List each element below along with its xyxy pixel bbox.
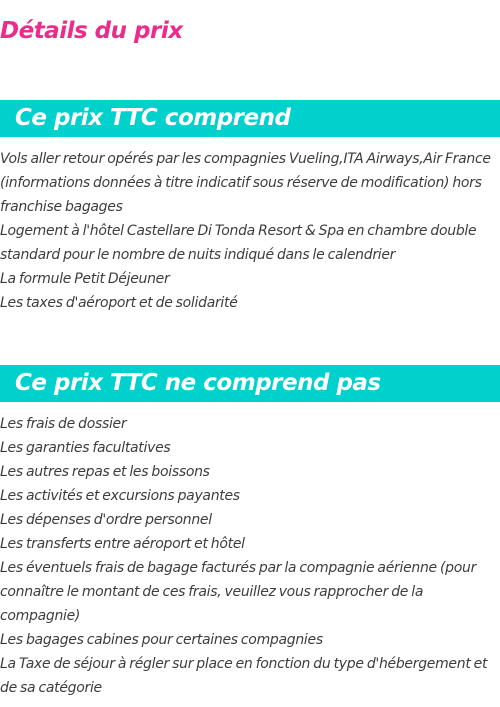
excludes-item: Les frais de dossier	[0, 416, 127, 432]
excludes-section-title: Ce prix TTC ne comprend pas	[15, 370, 381, 396]
excludes-item: Les éventuels frais de bagage facturés par la compagnie aérienne (pour connaître le montant de ces frais, veuillez vous rapprocher de la compagnie)	[0, 560, 477, 624]
includes-item: Logement à l'hôtel Castellare Di Tonda Resort & Spa en chambre double standard pour le nombre de nuits indiqué dans le calendrier	[0, 223, 477, 263]
excludes-item: Les autres repas et les boissons	[0, 464, 210, 480]
includes-list	[0, 147, 500, 315]
includes-item: Les taxes d'aéroport et de solidarité	[0, 295, 238, 311]
excludes-item: Les bagages cabines pour certaines compagnies	[0, 632, 323, 648]
page-title: Détails du prix	[0, 18, 183, 44]
excludes-item: Les dépenses d'ordre personnel	[0, 512, 212, 528]
excludes-item: Les transferts entre aéroport et hôtel	[0, 536, 245, 552]
excludes-item: Les garanties facultatives	[0, 440, 171, 456]
includes-section-header	[0, 100, 500, 137]
excludes-section-header	[0, 365, 500, 402]
excludes-list	[0, 412, 500, 700]
includes-item: Vols aller retour opérés par les compagnies Vueling,ITA Airways,Air France (informations données à titre indicatif sous réserve de modification) hors franchise bagages	[0, 151, 491, 215]
includes-section-title: Ce prix TTC comprend	[15, 105, 291, 131]
includes-item: La formule Petit Déjeuner	[0, 271, 170, 287]
excludes-item: La Taxe de séjour à régler sur place en fonction du type d'hébergement et de sa catégorie	[0, 656, 488, 696]
excludes-item: Les activités et excursions payantes	[0, 488, 240, 504]
